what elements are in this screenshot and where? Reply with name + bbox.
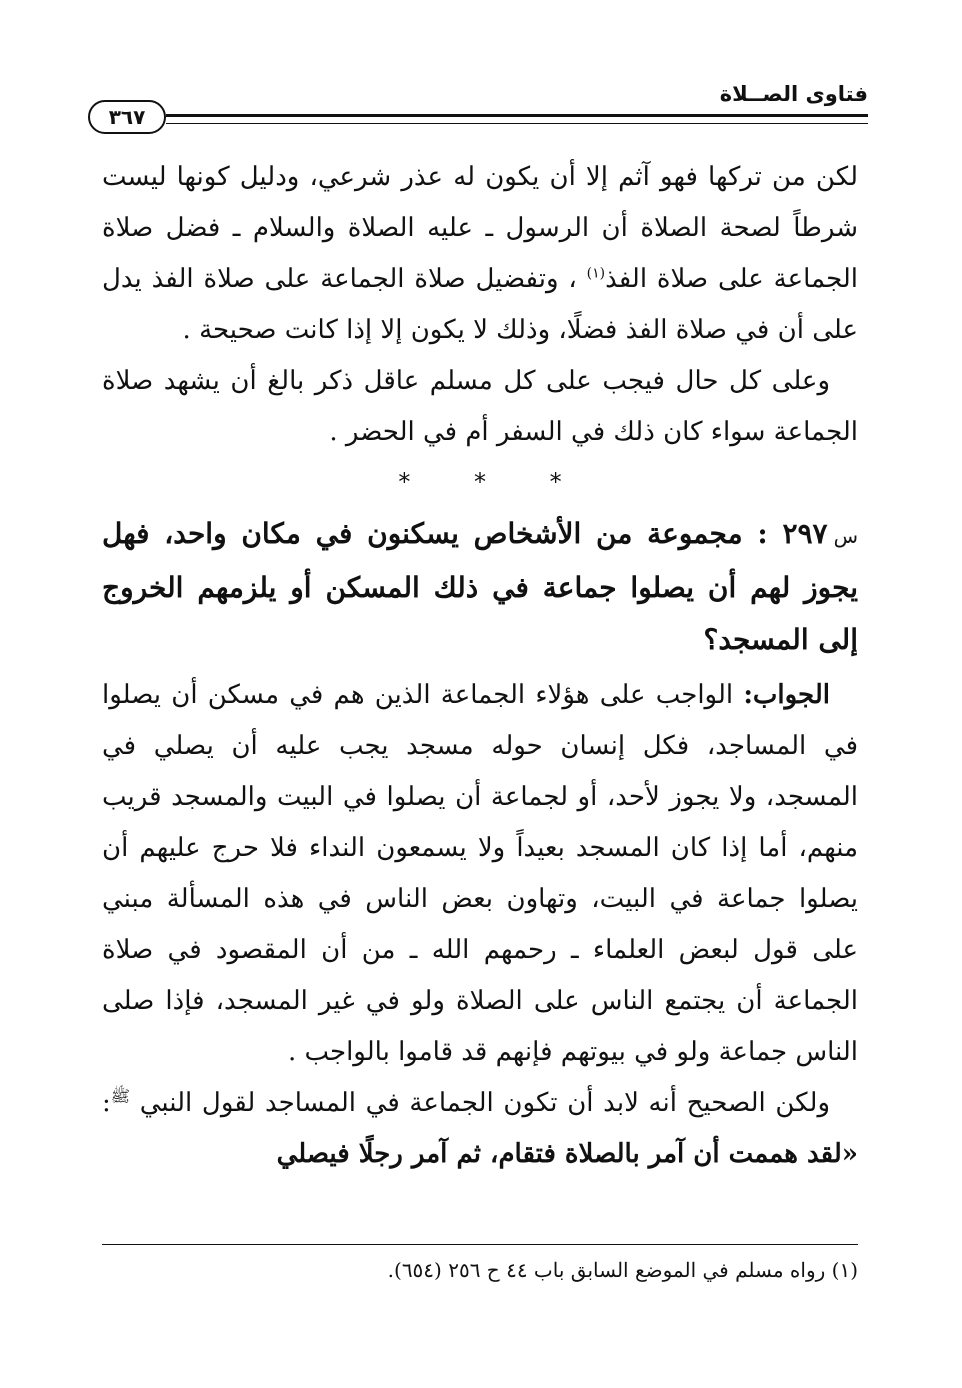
paragraph-1-text: لكن من تركها فهو آثم إلا أن يكون له عذر شرعي، ودليل كونها ليست شرطاً لصحة الصلاة أن الرسول ـ عليه الصلاة والسلام ـ فضل صلاة الجماعة على صلاة الفذ — [102, 162, 858, 294]
paragraph-1-continued: ، وتفضيل صلاة الجماعة على صلاة الفذ يدل على أن في صلاة الفذ فضلًا، وذلك لا يكون إلا إذا كانت صحيحة . — [102, 264, 858, 345]
answer-paragraph-2-text: ولكن الصحيح أنه لابد أن تكون الجماعة في المساجد لقول النبي — [139, 1088, 831, 1118]
hadith-quote: «لقد هممت أن آمر بالصلاة فتقام، ثم آمر رجلًا فيصلي — [276, 1139, 858, 1169]
answer-text: الواجب على هؤلاء الجماعة الذين هم في مسكن أن يصلوا في المساجد، فكل إنسان حوله مسجد يجب عليه أن يصلي في المسجد، ولا يجوز لأحد، أو لجماعة أن يصلوا في البيت والمسجد قريب منهم، أما إذا كان المسجد بعيداً ولا يسمعون النداء فلا حرج عليهم أن يصلوا جماعة في البيت، وتهاون بعض الناس في هذه المسألة مبني على قول لبعض العلماء ـ رحمهم الله ـ من أن المقصود في صلاة الجماعة أن يجتمع الناس على الصلاة ولو في غير المسجد، فإذا صلى الناس جماعة ولو في بيوتهم فإنهم قد قاموا بالواجب . — [102, 680, 858, 1067]
answer-label: الجواب: — [743, 680, 830, 710]
question-label: س — [833, 524, 858, 548]
paragraph-2: وعلى كل حال فيجب على كل مسلم عاقل ذكر بالغ أن يشهد صلاة الجماعة سواء كان ذلك في السفر أم في الحضر . — [102, 366, 858, 447]
question-text: مجموعة من الأشخاص يسكنون في مكان واحد، فهل يجوز لهم أن يصلوا جماعة في ذلك المسكن أو يلزمهم الخروج إلى المسجد؟ — [102, 517, 858, 656]
answer-colon: : — [102, 1088, 111, 1118]
prophet-honorific: ﷺ — [110, 1086, 131, 1106]
page-header — [88, 80, 868, 128]
question-number: ٢٩٧ : — [757, 517, 828, 550]
footnote-divider — [102, 1244, 858, 1245]
footnote-1: (١) رواه مسلم في الموضع السابق باب ٤٤ ح ٢٥٦ (٦٥٤). — [387, 1258, 858, 1282]
question-block — [102, 508, 858, 666]
section-separator: * * * — [398, 468, 590, 496]
running-title: فتاوى الصــلاة — [719, 82, 868, 106]
header-rule — [166, 114, 868, 124]
main-text — [102, 152, 858, 1242]
answer-paragraph-2 — [102, 1078, 858, 1180]
footnote-ref-1: (١) — [586, 265, 606, 282]
paragraph-1 — [102, 152, 858, 356]
page-number: ٣٦٧ — [88, 100, 166, 134]
answer-paragraph-1 — [102, 670, 858, 1078]
